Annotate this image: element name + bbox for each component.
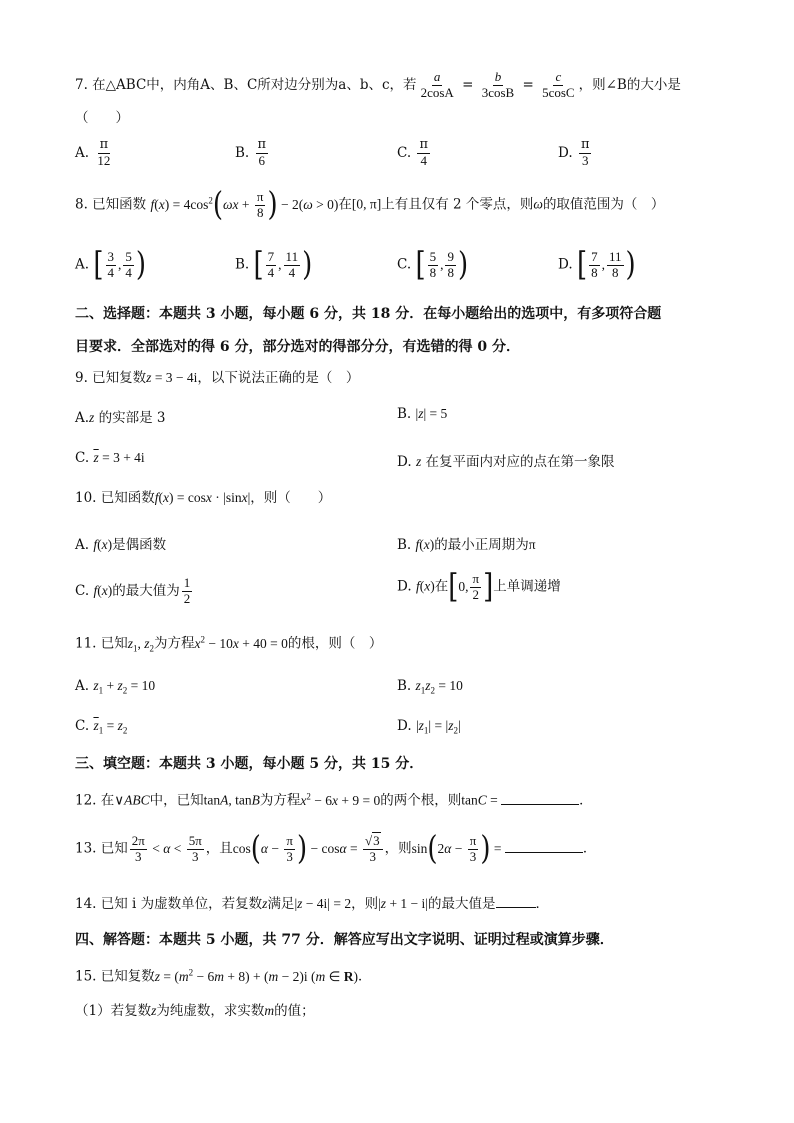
q13-range: $\frac{2\pi}{3}$ < α < $\frac{5\pi}{3}$ bbox=[131, 833, 202, 864]
q7-option-d[interactable]: D. $\frac{\pi}{3}$ bbox=[558, 137, 590, 168]
q15-expression: $z = (m^2 - 6m + 8) + (m - 2)i$ (m ∈ R) bbox=[154, 967, 358, 984]
q8-option-a[interactable]: A. [ $\frac{3}{4}$ , $\frac{5}{4}$ ) bbox=[75, 246, 147, 285]
q7-stem-suffix: ，则∠B的大小是 bbox=[578, 76, 681, 93]
q8-option-d-value: [ $\frac{7}{8}$ , $\frac{11}{8}$ ) bbox=[576, 246, 636, 285]
q13-target: sin(2α − $\frac{\pi}{3}$ ) = bbox=[411, 830, 505, 869]
q15-part1: （1）若复数z为纯虚数，求实数m的值； bbox=[75, 1003, 315, 1019]
q13-condition: cos(α − $\frac{\pi}{3}$ ) − cosα = $\frac{√3}{3}$ bbox=[233, 841, 385, 856]
q10-function: f(x) = cosx · |sinx| bbox=[154, 490, 251, 505]
q7-option-a[interactable]: A. $\frac{\pi}{12}$ bbox=[75, 137, 111, 168]
q9-option-b[interactable]: B. |z| = 5 bbox=[397, 406, 448, 422]
q14-stem: 14. 已知 i 为虚数单位，若复数z满足|z − 4i| = 2，则|z + 1 − i|的最大值是 ． bbox=[75, 896, 549, 912]
section3-heading: 三、填空题：本题共 3 小题，每小题 5 分，共 15 分． bbox=[75, 756, 424, 772]
q12-answer-blank[interactable] bbox=[501, 804, 579, 805]
q7-option-b[interactable]: B. $\frac{\pi}{6}$ bbox=[235, 137, 267, 168]
q7-fraction-b: $\frac{b}{3\cos B}$ bbox=[481, 69, 515, 100]
q11-equation: $x^2 - 10x + 40 = 0$ bbox=[194, 634, 288, 651]
q8-option-b[interactable]: B. [ $\frac{7}{4}$ , $\frac{11}{4}$ ) bbox=[235, 246, 313, 285]
q11-option-b[interactable]: B. $z_1z_2 = 10$ bbox=[397, 678, 463, 696]
q7-stem: 7. 在△ABC中，内角A、B、C所对边分别为a、b、c，若 $\frac{a}{2\cos A}$ = $\frac{b}{3\cos B}$ = $\frac{c}{5\cos C}$ ，则∠B的大小是 bbox=[75, 69, 681, 100]
section4-heading: 四、解答题：本题共 5 小题，共 77 分．解答应写出文字说明、证明过程或演算步骤． bbox=[75, 932, 614, 948]
q10-stem: 10. 已知函数f(x) = cosx · |sinx|，则（ ） bbox=[75, 490, 332, 506]
q11-option-d[interactable]: D. $|z_1| = |z_2|$ bbox=[397, 718, 461, 736]
section2-heading-line2: 目要求．全部选对的得 6 分，部分选对的得部分分，有选错的得 0 分． bbox=[75, 339, 520, 355]
q10-option-b[interactable]: B. f(x)的最小正周期为π bbox=[397, 537, 536, 553]
q8-interval: [0, π] bbox=[351, 196, 382, 212]
q10-option-a[interactable]: A. f(x)是偶函数 bbox=[75, 537, 167, 553]
q8-option-a-value: [ $\frac{3}{4}$ , $\frac{5}{4}$ ) bbox=[93, 246, 147, 285]
q7-fraction-c: $\frac{c}{5\cos C}$ bbox=[542, 69, 575, 100]
section2-heading-line1: 二、选择题：本题共 3 小题，每小题 6 分，共 18 分．在每小题给出的选项中，有多项符合题 bbox=[75, 306, 662, 322]
q11-option-a[interactable]: A. $z_1 + z_2 = 10$ bbox=[75, 678, 156, 696]
q12-stem: 12. 在∨ABC中，已知tanA, tanB为方程$x^2 - 6x + 9 = 0$的两个根，则tanC = ． bbox=[75, 791, 593, 809]
q9-expression: z = 3 − 4i bbox=[146, 370, 198, 385]
q11-stem: 11. 已知$z_1$, $z_2$为方程$x^2 - 10x + 40 = 0$的根，则（ ） bbox=[75, 634, 383, 654]
q8-stem: 8. 已知函数 $f(x) = 4\cos^2(\omega x$ + $\frac{\pi}{8}$ ) − 2(ω > 0)在[0, π]上有且仅有 2 个零点，则ω的取值范围为（ ） bbox=[75, 186, 665, 225]
q8-option-d[interactable]: D. [ $\frac{7}{8}$ , $\frac{11}{8}$ ) bbox=[558, 246, 636, 285]
q14-answer-blank[interactable] bbox=[496, 907, 536, 908]
q7-stem-prefix: 7. 在△ABC中，内角A、B、C所对边分别为a、b、c，若 bbox=[75, 76, 417, 93]
q7-paren: （ ） bbox=[75, 110, 129, 126]
q9-stem: 9. 已知复数z = 3 − 4i，以下说法正确的是（ ） bbox=[75, 370, 360, 386]
q7-option-d-value: $\frac{\pi}{3}$ bbox=[580, 137, 590, 168]
q7-fraction-a: $\frac{a}{2\cos A}$ bbox=[420, 69, 454, 100]
q7-option-a-value: $\frac{\pi}{12}$ bbox=[97, 137, 111, 168]
q7-option-b-value: $\frac{\pi}{6}$ bbox=[257, 137, 267, 168]
q8-option-c[interactable]: C. [ $\frac{5}{8}$ , $\frac{9}{8}$ ) bbox=[397, 246, 469, 285]
q8-option-b-value: [ $\frac{7}{4}$ , $\frac{11}{4}$ ) bbox=[253, 246, 313, 285]
q7-option-c[interactable]: C. $\frac{\pi}{4}$ bbox=[397, 137, 428, 168]
q10-option-c[interactable]: C. f(x)的最大值为 $\frac{1}{2}$ bbox=[75, 575, 191, 606]
q7-option-c-value: $\frac{\pi}{4}$ bbox=[419, 137, 428, 168]
q9-option-d[interactable]: D. z 在复平面内对应的点在第一象限 bbox=[397, 454, 615, 470]
q8-function: $f(x) = 4\cos^2(\omega x$ + $\frac{\pi}{8}$ ) − 2(ω > 0) bbox=[150, 186, 339, 225]
q9-option-a[interactable]: A.z 的实部是 3 bbox=[75, 410, 166, 426]
q8-option-c-value: [ $\frac{5}{8}$ , $\frac{9}{8}$ ) bbox=[415, 246, 469, 285]
q13-answer-blank[interactable] bbox=[505, 852, 583, 853]
q11-option-c[interactable]: C. $\overline{z}_1 = z_2$ bbox=[75, 718, 128, 736]
q9-option-c[interactable]: C. $\overline{z} = 3 + 4i$ bbox=[75, 450, 145, 466]
q11-roots: $z_1$, $z_2$ bbox=[127, 635, 155, 654]
q13-stem: 13. 已知 $\frac{2\pi}{3}$ < α < $\frac{5\pi}{3}$ ，且cos(α − $\frac{\pi}{3}$ ) − cosα = $\frac{√3}{3}$ ，则sin(2α − $\frac{\pi}{3}$ ) = ． bbox=[75, 830, 597, 869]
q15-stem: 15. 已知复数$z = (m^2 - 6m + 8) + (m - 2)i$ (m ∈ R)． bbox=[75, 967, 372, 985]
q10-option-d[interactable]: D. f(x)在[0, $\frac{\pi}{2}$ ]上单调递增 bbox=[397, 568, 561, 607]
